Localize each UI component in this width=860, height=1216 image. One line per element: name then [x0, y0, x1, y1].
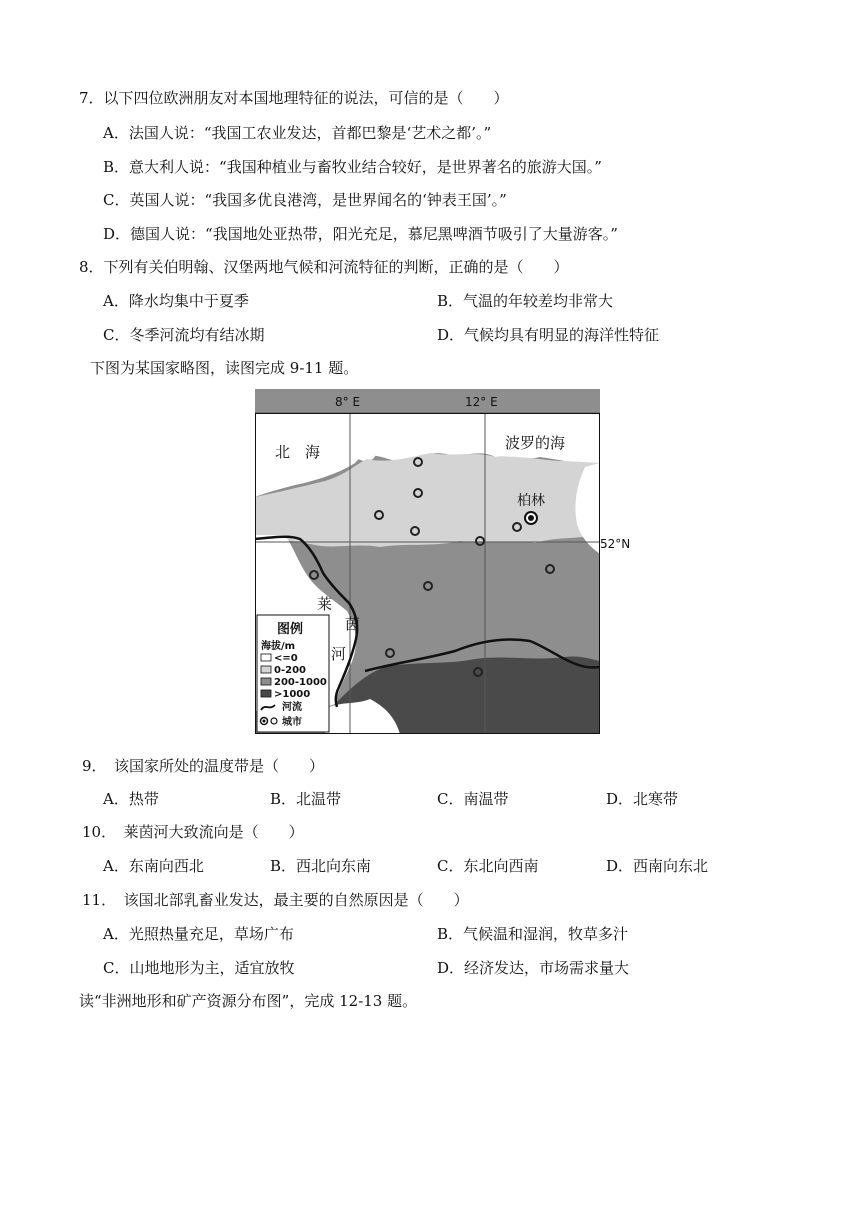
- africa-map-intro-text: 读“非洲地形和矿产资源分布图”，完成 12-13 题。: [79, 992, 418, 1010]
- legend-item-low: 0-200: [274, 665, 306, 676]
- question-7-option-b: B．意大利人说：“我国种植业与畜牧业结合较好，是世界著名的旅游大国。”: [103, 158, 602, 176]
- question-11-option-b: B．气候温和湿润，牧草多汁: [437, 925, 629, 943]
- north-sea-label: 北 海: [275, 443, 321, 461]
- question-11-stem: 11． 该国北部乳畜业发达，最主要的自然原因是（ ）: [82, 891, 469, 909]
- legend-river: 河流: [282, 702, 302, 713]
- country-map: [255, 389, 600, 734]
- question-10-option-d: D．西南向东北: [606, 857, 709, 875]
- question-7-option-a: A．法国人说：“我国工农业发达，首都巴黎是‘艺术之都’。”: [103, 124, 492, 142]
- latitude-label-52n-text: 52°N: [600, 537, 631, 551]
- legend-item-mid: 200-1000: [274, 677, 327, 688]
- legend-item-sea: <=0: [274, 653, 298, 664]
- question-9-option-a: A．热带: [103, 790, 159, 808]
- question-11-option-a: A．光照热量充足，草场广布: [103, 925, 294, 943]
- question-8-option-a: A．降水均集中于夏季: [103, 292, 249, 310]
- question-9-stem: 9． 该国家所处的温度带是（ ）: [82, 757, 325, 775]
- question-11-option-d: D．经济发达，市场需求量大: [437, 959, 630, 977]
- baltic-sea-label: 波罗的海: [505, 434, 566, 452]
- question-10-option-c: C．东北向西南: [437, 857, 539, 875]
- question-11-option-c: C．山地地形为主，适宜放牧: [103, 959, 295, 977]
- longitude-label-8e: 8° E: [335, 395, 361, 409]
- capital-label: 柏林: [517, 493, 545, 509]
- legend-elevation-title: 海拔/m: [261, 641, 296, 652]
- map-intro-text: 下图为某国家略图，读图完成 9-11 题。: [90, 359, 359, 377]
- legend-item-high: >1000: [274, 689, 311, 700]
- question-7-option-c: C．英国人说：“我国多优良港湾，是世界闻名的‘钟表王国’。”: [103, 191, 507, 209]
- question-10-stem: 10． 莱茵河大致流向是（ ）: [82, 823, 304, 841]
- question-9-option-d: D．北寒带: [606, 790, 679, 808]
- question-9-option-b: B．北温带: [270, 790, 342, 808]
- legend-title: 图例: [277, 622, 304, 637]
- question-8-option-c: C．冬季河流均有结冰期: [103, 326, 265, 344]
- question-7-stem: 7．以下四位欧洲朋友对本国地理特征的说法，可信的是（ ）: [79, 89, 509, 107]
- river-label-char-2: 茵: [345, 615, 361, 633]
- river-label-char-3: 河: [331, 645, 347, 663]
- question-8-option-b: B．气温的年较差均非常大: [437, 292, 614, 310]
- question-8-stem: 8．下列有关伯明翰、汉堡两地气候和河流特征的判断，正确的是（ ）: [79, 258, 569, 276]
- question-7-option-d: D．德国人说：“我国地处亚热带，阳光充足，慕尼黑啤酒节吸引了大量游客。”: [103, 225, 618, 243]
- capital-marker-dot: [528, 515, 534, 521]
- question-9-option-c: C．南温带: [437, 790, 509, 808]
- legend-city: 城市: [282, 717, 302, 728]
- question-8-option-d: D．气候均具有明显的海洋性特征: [437, 326, 660, 344]
- map-legend: [257, 615, 329, 732]
- question-10-option-b: B．西北向东南: [270, 857, 372, 875]
- river-label-char-1: 莱: [317, 595, 333, 613]
- question-10-option-a: A．东南向西北: [103, 857, 204, 875]
- longitude-label-12e: 12° E: [465, 395, 498, 409]
